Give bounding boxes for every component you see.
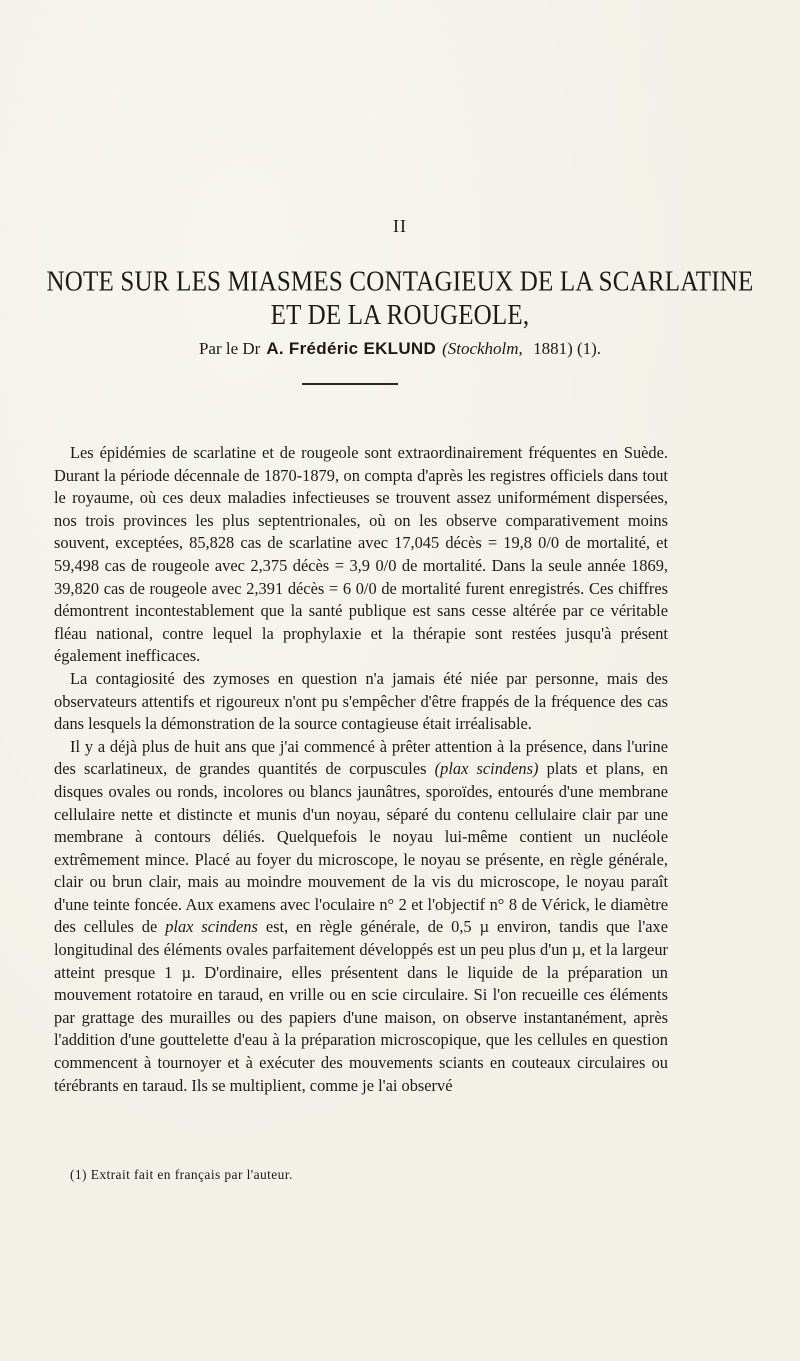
paragraph-3-part-1: Il y a déjà plus de huit ans que j'ai commencé à prêter attention à la présence, dans l'urine des scarlatineux, de grandes quantités de corpuscules (54, 736, 668, 779)
paragraph-3-italic-1: (plax scindens) (434, 759, 539, 779)
section-numeral: II (393, 216, 407, 236)
byline-year-footnote-ref: 1881) (1). (533, 339, 602, 358)
paragraph-3 (54, 736, 668, 1098)
footnote: (1) Extrait fait en français par l'auteur. (70, 1167, 293, 1182)
article-title (40, 266, 760, 333)
paragraph-1: Les épidémies de scarlatine et de rougeole sont extraordinairement fréquentes en Suède. Durant la période décennale de 1870-1879, on compta d'après les registres officiels dans tout le royaume, où ces deux maladies infectieuses se trouvent assez uniformément dispersées, nos trois provinces les plus septentrionales, où on les observe comparativement moins souvent, exceptées, 85,828 cas de scarlatine avec 17,045 décès = 19,8 0/0 de mortalité, et 59,498 cas de rougeole avec 2,375 décès = 3,9 0/0 de mortalité. Dans la seule année 1869, 39,820 cas de rougeole avec 2,391 décès = 6 0/0 de mortalité furent enregistrés. Ces chiffres démontrent incontestablement que la santé publique est sans cesse altérée par ce véritable fléau national, contre lequel la prophylaxie et la thérapie sont restées jusqu'à présent également inefficaces. (54, 443, 668, 666)
byline-prefix: Par le Dr (198, 339, 261, 358)
title-divider (302, 383, 398, 385)
article-title-line-1: NOTE SUR LES MIASMES CONTAGIEUX DE LA SCARLATINE (46, 267, 754, 298)
paragraph-3-italic-2: plax scindens (165, 917, 258, 937)
author-name: A. Frédéric EKLUND (266, 339, 437, 358)
article-body (54, 442, 668, 1097)
author-location: (Stockholm, (442, 339, 523, 358)
paragraph-3-part-3: est, en règle générale, de 0,5 µ environ, tandis que l'axe longitudinal des éléments ovales parfaitement développés est un peu plus d'un µ, et la largeur atteint presque 1 µ. D'ordinaire, elles présentent dans le liquide de la préparation un mouvement rotatoire en taraud, en vrille ou en scie circulaire. Si l'on recueille ces éléments par grattage des murailles ou des papiers d'une maison, on observe instantanément, après l'addition d'une gouttelette d'eau à la préparation microscopique, que les cellules en question commencent à tournoyer et à exécuter des mouvements sciants en couteaux circulaires ou térébrants en taraud. Ils se multiplient, comme je l'ai observé (54, 917, 669, 1095)
byline (0, 338, 800, 360)
paragraph-2: La contagiosité des zymoses en question n'a jamais été niée par personne, mais des observateurs attentifs et rigoureux n'ont pu s'empêcher d'être frappés de la fréquence des cas dans lesquels la démonstration de la source contagieuse était irréalisable. (54, 668, 668, 734)
article-title-line-2: ET DE LA ROUGEOLE, (270, 300, 530, 331)
paragraph-3-part-2: plats et plans, en disques ovales ou ronds, incolores ou blancs jaunâtres, sporoïdes, entourés d'une membrane cellulaire nette et distincte et munis d'un noyau, séparé du contenu cellulaire clair par une membrane à contours déliés. Quelquefois le noyau lui-même contient un nucléole extrêmement mince. Placé au foyer du microscope, le noyau se présente, en règle générale, clair ou brun clair, mais au moindre mouvement de la vis du microscope, le noyau paraît d'une teinte foncée. Aux examens avec l'oculaire n° 2 et l'objectif n° 8 de Vérick, le diamètre des cellules de (54, 759, 668, 937)
